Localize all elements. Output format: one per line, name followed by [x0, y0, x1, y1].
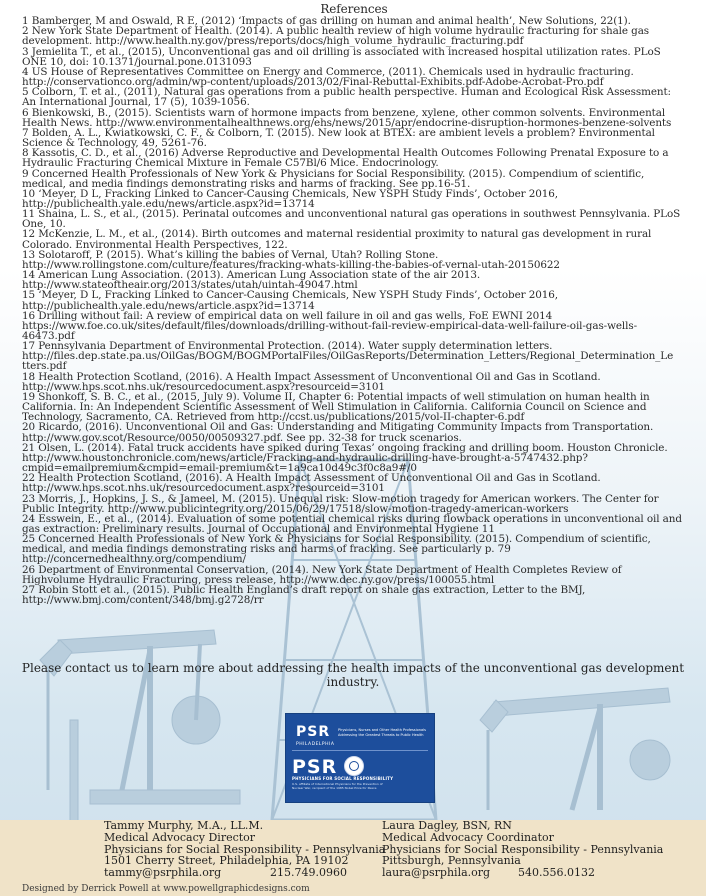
reference-item: 21 Olsen, L. (2014). Fatal truck accidents have spiked during Texas’ ongoing fracking and drilling boom. Houston Chronicle. http://www.houstonchronicle.com/news/article/Fracking-and-hydraulic-drilling-have-brought-a-5747432.php?cmpid=emailpremium&cmpid=email-premium&t=1a9ca10d49c3f0c8a9#/0 [22, 441, 668, 475]
contact-address: Pittsburgh, Pennsylvania [382, 854, 521, 868]
reference-item: 12 McKenzie, L. M., et al., (2014). Birth outcomes and maternal residential proximity to natural gas development in rural Colorado. Environmental Health Perspectives, 122. [22, 228, 652, 251]
reference-item: 11 Shaina, L. S., et al., (2015). Perinatal outcomes and unconventional natural gas operations in southwest Pennsylvania. PLoS One, 10. [22, 208, 681, 231]
contact-email[interactable]: laura@psrphila.org [382, 866, 491, 880]
reference-item: 27 Robin Stott et al., (2015). Public Health England’s draft report on shale gas extraction, Letter to the BMJ, http://www.bmj.com/content/348/bmj.g2728/rr [22, 583, 586, 607]
reference-item: 2 New York State Department of Health. (2014). A public health review of high volume hydraulic fracturing for shale gas development. http://www.health.ny.gov/press/reports/docs/high_volume_hydraulic_fracturing.pdf [22, 25, 650, 48]
psr-main-name: PHYSICIANS FOR SOCIAL RESPONSIBILITY [292, 776, 394, 781]
reference-item: 17 Pennsylvania Department of Environmental Protection. (2014). Water supply determination letters. http://files.dep.state.pa.us/OilGas/BOGM/BOGMPortalFiles/OilGasReports/Determination_Letters/Regional_Determination_Le tters.pdf [22, 340, 674, 373]
pump-jack-beam-left [58, 630, 216, 654]
contact-org: Physicians for Social Responsibility - Pennsylvania [382, 842, 664, 856]
reference-item: 7 Bolden, A. L., Kwiatkowski, C. F., & Colborn, T. (2015). New look at BTEX: are ambient levels a problem? Environmental Science & Technology, 49, 5261-76. [22, 126, 655, 150]
reference-item: 13 Solotaroff, P. (2015). What’s killing the babies of Vernal, Utah? Rolling Stone. http://www.rollingstone.com/culture/features/fracking-whats-killing-the-babies-of-vernal-utah-20150622 [22, 248, 560, 271]
psr-top-mark: PSR [296, 724, 331, 740]
reference-item: 19 Shonkoff, S. B. C., et al., (2015, July 9). Volume II, Chapter 6: Potential impacts of well stimulation on human health in California. In: An Independent Scientific Assessment of Well Stimulation in California. California Council on Science and Technology, Sacramento, CA. Retrieved from http://ccst.us/publications/2015/vol-II-chapter-6.pdf [22, 390, 650, 424]
nobel-seal-icon [344, 756, 364, 776]
reference-item: 5 Colborn, T. et al., (2011), Natural gas operations from a public health perspective. Human and Ecological Risk Assessment: An International Journal, 17 (5), 1039-1056. [22, 86, 671, 109]
reference-item: 25 Concerned Health Professionals of New York & Physicians for Social Responsibility. (2015). Compendium of scientific, medical, and media findings demonstrating risks and harms of fracking. See particularly p. 79 http://concernedhealthny.org/compendium/ [22, 533, 651, 566]
psr-tagline: Physicians, Nurses and Other Health Professionals Addressing the Greatest Threats to Public Health [338, 728, 426, 737]
contact-name: Laura Dagley, BSN, RN [382, 819, 512, 832]
contact-phone[interactable]: 215.749.0960 [270, 866, 347, 880]
contact-phone[interactable]: 540.556.0132 [518, 866, 595, 880]
psr-logo [285, 713, 435, 803]
contact-address: 1501 Cherry Street, Philadelphia, PA 19102 [104, 854, 349, 868]
reference-item: 22 Health Protection Scotland, (2016). A Health Impact Assessment of Unconventional Oil and Gas in Scotland. http://www.hps.scot.nhs.uk/resourcedocument.aspx?resourceid=3101 [22, 472, 601, 495]
contact-card-left [104, 820, 385, 879]
reference-item: 1 Bamberger, M and Oswald, R E, (2012) ‘Impacts of gas drilling on human and animal health’, New Solutions, 22(1). [22, 15, 631, 28]
references-title: References [320, 2, 388, 16]
contact-name: Tammy Murphy, M.A., LL.M. [104, 819, 264, 832]
reference-item: 8 Kassotis, C. D., et al., (2016) Adverse Reproductive and Developmental Health Outcomes Following Prenatal Exposure to a Hydraulic Fracturing Chemical Mixture in Female C57Bl/6 Mice. Endocrinology. [22, 147, 669, 170]
contact-message: Please contact us to learn more about addressing the health impacts of the unconventional gas development industry. [21, 661, 685, 689]
pump-jack-wheel-right [630, 740, 670, 780]
references-section [22, 4, 686, 605]
psr-philadelphia-logo [292, 720, 430, 760]
reference-item: 3 Jemielita T., et al., (2015), Unconventional gas and oil drilling is associated with increased hospital utilization rates. PLoS ONE 10, doi: 10.1371/journal.pone.0131093 [22, 45, 661, 68]
pump-jack-beam-right [494, 688, 670, 716]
contact-email-phone-row [382, 867, 663, 879]
reference-item: 10 ‘Meyer, D L, Fracking Linked to Cancer-Causing Chemicals, New YSPH Study Finds’, October 2016, http://publichealth.yale.edu/news/article.aspx?id=13714 [22, 187, 558, 210]
designer-credit: Designed by Derrick Powell at www.powellgraphicdesigns.com [22, 884, 310, 894]
reference-item: 23 Morris, J., Hopkins, J. S., & Jameel, M. (2015). Unequal risk: Slow-motion tragedy for American workers. The Center for Public Integrity. http://www.publicintegrity.org/2015/06/29/17518/slow-motion-tragedy-american-workers [22, 492, 659, 515]
contact-title: Medical Advocacy Director [104, 830, 256, 844]
reference-item: 20 Ricardo, (2016). Unconventional Oil and Gas: Understanding and Mitigating Community Impacts from Transportation. http://www.gov.scot/Resource/0050/00509327.pdf. See pp. 32-38 for truck scenarios. [22, 421, 654, 444]
contact-title: Medical Advocacy Coordinator [382, 830, 554, 844]
contact-email[interactable]: tammy@psrphila.org [104, 866, 222, 880]
pump-jack-post-left [70, 720, 78, 830]
psr-chapter-label: PHILADELPHIA [296, 742, 335, 747]
reference-item: 15 ‘Meyer, D L, Fracking Linked to Cancer-Causing Chemicals, New YSPH Study Finds’, October 2016, http://publichealth.yale.edu/news/article.aspx?id=13714 [22, 289, 558, 312]
reference-item: 14 American Lung Association. (2013). American Lung Association state of the air 2013. http://www.stateoftheair.org/2013/states/utah/uintah-49047.html [22, 269, 481, 292]
reference-item: 6 Bienkowski, B., (2015). Scientists warn of hormone impacts from benzene, xylene, other common solvents. Environmental Health News. http://www.environmentalhealthnews.org/ehs/news/2015/apr/endocrine-disruption-hormones-benzene-solvents [22, 106, 672, 129]
reference-item: 18 Health Protection Scotland, (2016). A Health Impact Assessment of Unconventional Oil and Gas in Scotland. http://www.hps.scot.nhs.uk/resourcedocument.aspx?resourceid=3101 [22, 370, 601, 393]
logo-divider [292, 750, 428, 751]
reference-item: 24 Esswein, E., et al., (2014). Evaluation of some potential chemical risks during flowback operations in unconventional oil and gas extraction: Preliminary results. Journal of Occupational and Environmental Hygiene 11 [22, 512, 682, 535]
psr-fine-print: U.S. affiliate of International Physicians for the Prevention of Nuclear War, recipient of the 1985 Nobel Prize for Peace [292, 782, 383, 790]
contact-email-phone-row [104, 867, 385, 879]
reference-item: 16 Drilling without fail: A review of empirical data on well failure in oil and gas wells, FoE EWNI 2014 https://www.foe.co.uk/sites/default/files/downloads/drilling-without-fail-review-empirical-data-well-failure-oil-gas-wells- 46473.pdf [22, 309, 638, 342]
contact-card-right [382, 820, 663, 879]
reference-item: 9 Concerned Health Professionals of New York & Physicians for Social Responsibility. (2015). Compendium of scientific, medical, and media findings demonstrating risks and harms of fracking. See pp.16-51. [22, 167, 645, 190]
reference-item: 4 US House of Representatives Committee on Energy and Commerce, (2011). Chemicals used in hydraulic fracturing. http://conservationco.org/admin/wp-content/uploads/2013/02/Final-Rebuttal-Exhibits.pdf-Adobe-Acrobat-Pro.pdf [22, 65, 634, 89]
reference-item: 26 Department of Environmental Conservation, (2014). New York State Department of Health Completes Review of Highvolume Hydraulic Fracturing, press release, http://www.dec.ny.gov/press/100055.html [22, 563, 622, 586]
psr-main-mark: PSR [292, 756, 338, 778]
contact-org: Physicians for Social Responsibility - Pennsylvania [104, 842, 386, 856]
